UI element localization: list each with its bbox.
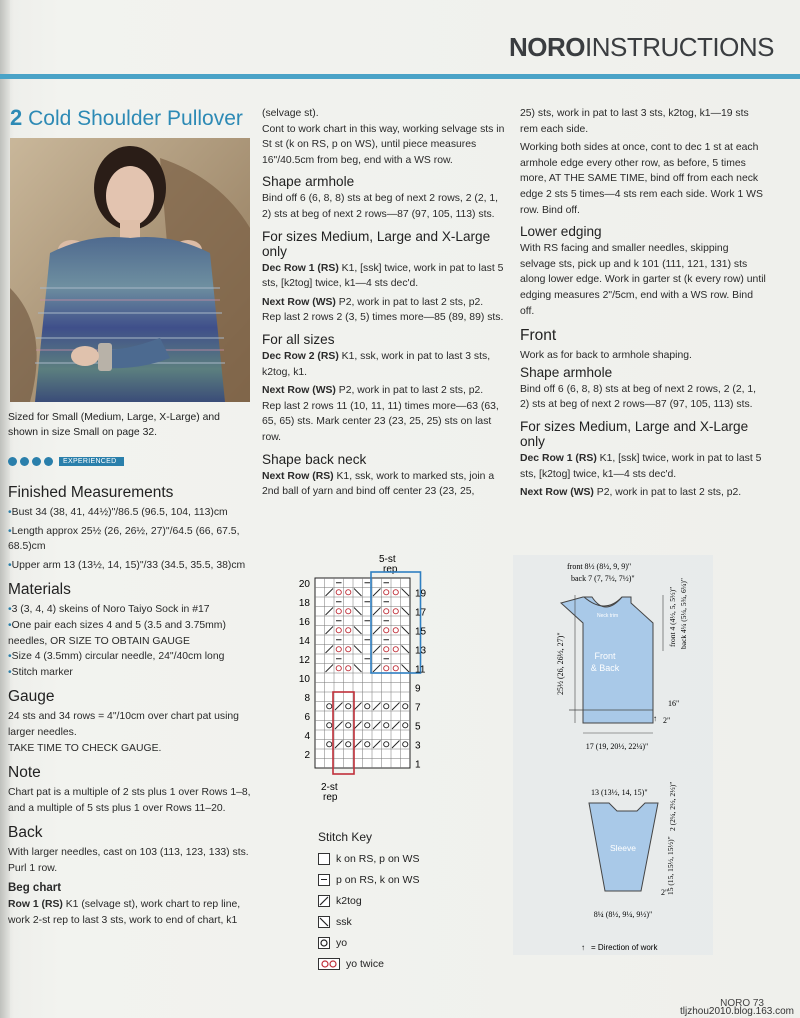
bullet-icon: • — [8, 559, 12, 571]
row-label: Dec Row 1 (RS) — [262, 262, 339, 274]
h16-label: 16" — [668, 699, 680, 708]
bullet-icon: • — [8, 604, 12, 616]
row-label-right: 1 — [415, 759, 421, 771]
sleeve-top-label: 13 (13½, 14, 15)" — [591, 788, 648, 797]
sleeve-length-label: 15 (15, 15½, 15½)" — [666, 836, 675, 895]
row-label-left: 12 — [298, 655, 310, 667]
back-heading: Back — [8, 824, 43, 842]
back-text: With larger needles, cast on 103 (113, 123, 133) sts. Purl 1 row. — [8, 847, 249, 874]
neck-row — [262, 469, 506, 500]
finished-item — [8, 505, 252, 521]
finished-text: Bust 34 (38, 41, 44½)"/86.5 (96.5, 104, 113)cm — [11, 507, 228, 518]
note-text: Chart pat is a multiple of 2 sts plus 1 over Rows 1–8, and a multiple of 5 sts plus 1 over Rows 11–20. — [8, 787, 251, 814]
key-label: k2tog — [336, 894, 362, 907]
h2-label: 2" — [663, 716, 671, 725]
pattern-title — [10, 105, 243, 131]
row-label-left: 6 — [304, 712, 310, 724]
key-row — [318, 869, 508, 890]
front-text: Work as for back to armhole shaping. — [520, 350, 692, 362]
selvage-text: (selvage st). — [262, 108, 319, 119]
sleeve-cap-label: 2 (2¼, 2½, 2½)" — [668, 781, 677, 831]
row-label-right: 7 — [415, 702, 421, 714]
back-top-label: back 7 (7, 7½, 7½)" — [571, 574, 635, 583]
level-dot — [20, 457, 29, 466]
row-label-right: 15 — [415, 626, 427, 638]
rep5-label-b: rep — [383, 564, 398, 575]
brand-rest: INSTRUCTIONS — [585, 32, 774, 62]
front-next-row — [520, 485, 766, 501]
row-label-right: 11 — [415, 664, 426, 676]
finished-text: Upper arm 13 (13½, 14, 15)"/33 (34.5, 35.5, 38)cm — [11, 559, 246, 571]
sleeve-label: Sleeve — [610, 843, 636, 853]
key-row — [318, 911, 508, 932]
key-row — [318, 848, 508, 869]
row-text: K1, ssk, work to marked sts, join a 2nd ball of yarn and bind off center 23 (23, 25, — [262, 470, 495, 498]
bullet-icon: • — [8, 651, 12, 663]
row-label: Dec Row 1 (RS) — [520, 452, 597, 464]
sizes-heading: For sizes Medium, Large and X-Large only — [262, 228, 491, 259]
row-label: Dec Row 2 (RS) — [262, 350, 339, 362]
rep5-label: 5-st — [379, 554, 396, 565]
bullet-icon: • — [8, 619, 12, 631]
row-label-left: 10 — [298, 674, 310, 686]
row-label-left: 8 — [304, 693, 310, 705]
row-label: Next Row (WS) — [262, 296, 336, 308]
rep2-label: 2-st — [321, 782, 338, 793]
rep-text: Rep last 2 rows 2 (3, 5) times more—85 (89, 89) sts. — [262, 312, 504, 324]
lower-edging-text: With RS facing and smaller needles, skipping selvage sts, pick up and k 101 (111, 121, 131) sts along lower edge. Work in garter st (k every row) until edging measures 2"/5cm, end with a WS row. Bind off. — [520, 243, 766, 317]
stitch-chart — [285, 550, 455, 812]
key-label: p on RS, k on WS — [336, 873, 420, 886]
row-label-right: 9 — [415, 683, 421, 695]
row-text: P2, work in pat to last 2 sts, p2. — [335, 296, 484, 308]
finished-item — [8, 558, 252, 574]
beg-chart-heading: Beg chart — [8, 881, 62, 894]
brand-header — [509, 32, 774, 63]
header-rule — [0, 74, 800, 79]
next-row2 — [262, 383, 506, 399]
chart-grid — [315, 572, 421, 774]
armhole-text: Bind off 6 (6, 8, 8) sts at beg of next 2 rows, 2 (2, 1, 2) sts at beg of next 2 rows—87 (97, 105, 113) sts. — [262, 193, 499, 220]
shape-back-neck-heading: Shape back neck — [262, 451, 367, 467]
row-label: Next Row (WS) — [520, 487, 594, 499]
row-label-left: 14 — [298, 636, 310, 648]
key-label: yo twice — [346, 957, 384, 970]
row-label: Next Row (WS) — [262, 385, 336, 397]
brand-bold: NORO — [509, 32, 585, 62]
direction-arrow-icon: ↑ — [581, 943, 585, 952]
front-heading: Front — [520, 327, 557, 345]
schematic-diagram — [513, 555, 713, 955]
k2tog-icon — [318, 895, 330, 907]
level-dot — [44, 457, 53, 466]
finished-item — [8, 524, 252, 555]
up-arrow-icon: ↑ — [653, 714, 657, 723]
row-labels-right — [415, 589, 427, 771]
key-label: k on RS, p on WS — [336, 852, 420, 865]
front-top-label: front 8½ (8½, 9, 9)" — [567, 562, 632, 571]
pattern-name: Cold Shoulder Pullover — [28, 107, 243, 130]
row-label-right: 17 — [415, 607, 427, 619]
key-label: ssk — [336, 915, 352, 928]
length-label: 25½ (26, 26½, 27)" — [556, 632, 565, 695]
finished-text: Length approx 25½ (26, 26½, 27)"/64.5 (66, 67.5, 68.5)cm — [8, 525, 240, 553]
back-row1 — [8, 897, 252, 928]
row-labels-left — [299, 579, 311, 761]
size-caption: Sized for Small (Medium, Large, X-Large) and shown in size Small on page 32. — [8, 412, 220, 438]
rep-text2: Rep last 2 rows 11 (10, 11, 11) times more—63 (63, 65, 65) sts. Mark center 23 (23, 25, 25) sts on last row. — [262, 400, 499, 443]
pattern-number: 2 — [10, 105, 23, 130]
front-label: Front — [594, 651, 616, 661]
direction-label: = Direction of work — [591, 943, 658, 952]
front-side-label: front 4 (4½, 5, 5½)" — [668, 586, 677, 647]
key-row — [318, 890, 508, 911]
row-label-right: 5 — [415, 721, 421, 733]
cont-text: Cont to work chart in this way, working selvage sts in St st (k on RS, p on WS), until piece measures 16"/40.5cm from beg, end with a WS row. — [262, 123, 505, 166]
page-footer: NORO 73 — [720, 998, 764, 1009]
materials-heading: Materials — [8, 581, 71, 599]
materials-text: Size 4 (3.5mm) circular needle, 24"/40cm long — [11, 651, 225, 663]
col3-cont: 25) sts, work in pat to last 3 sts, k2tog, k1—19 sts rem each side. — [520, 108, 749, 135]
rep2-label-b: rep — [323, 792, 338, 803]
row-text: K1, ssk, work in pat to last 3 sts, k2tog, k1. — [262, 350, 491, 378]
gauge-text: 24 sts and 34 rows = 4"/10cm over chart pat using larger needles. — [8, 711, 239, 738]
level-dot — [32, 457, 41, 466]
watermark: tljzhou2010.blog.163.com — [680, 1006, 794, 1017]
all-sizes-heading: For all sizes — [262, 331, 335, 347]
gauge-check: TAKE TIME TO CHECK GAUGE. — [8, 742, 162, 754]
column-2 — [262, 106, 506, 503]
ssk-icon — [318, 916, 330, 928]
back-side-label: back 4¼ (5¼, 5¾, 6¼)" — [679, 578, 688, 649]
front-armhole-text: Bind off 6 (6, 8, 8) sts at beg of next 2 rows, 2 (2, 1, 2) sts at beg of next 2 rows—87 (97, 105, 113) sts. — [520, 383, 757, 411]
col3-both-sides: Working both sides at once, cont to dec 1 st at each armhole edge every other row, as before, 5 times more, AT THE SAME TIME, bind off from each neck edge 2 sts 5 times—4 sts rem each side. Work 1 WS row. Bind off. — [520, 142, 763, 216]
stitch-key-heading: Stitch Key — [318, 830, 373, 844]
front-armhole-heading: Shape armhole — [520, 364, 613, 380]
yo-twice-icon — [318, 958, 340, 970]
knit-box-icon — [318, 853, 330, 865]
materials-item — [8, 618, 252, 649]
shape-armhole-heading: Shape armhole — [262, 174, 355, 190]
bullet-icon: • — [8, 525, 12, 537]
bullet-icon: • — [8, 507, 12, 518]
row-text: K1 (selvage st), work chart to rep line, work 2-st rep to last 3 sts, work to end of chart, k1 — [8, 899, 241, 926]
front-dec-row1 — [520, 451, 766, 482]
neck-trim-label: Neck trim — [597, 613, 619, 619]
key-row — [318, 932, 508, 953]
row-text: K1, [ssk] twice, work in pat to last 5 sts, [k2tog] twice, k1—4 sts dec'd. — [262, 262, 504, 290]
row-text: K1, [ssk] twice, work in pat to last 5 sts, [k2tog] twice, k1—4 sts dec'd. — [520, 452, 762, 480]
key-label: yo — [336, 936, 348, 949]
column-1 — [8, 476, 252, 931]
column-3 — [520, 106, 766, 504]
materials-text: One pair each sizes 4 and 5 (3.5 and 3.75mm) needles, OR SIZE TO OBTAIN GAUGE — [8, 619, 226, 647]
gauge-heading: Gauge — [8, 688, 55, 706]
level-label: EXPERIENCED — [59, 457, 124, 466]
row-text: P2, work in pat to last 2 sts, p2. — [335, 385, 484, 397]
sleeve-h2-label: 2" — [661, 888, 669, 897]
bottom-label: 17 (19, 20½, 22¼)" — [585, 742, 649, 751]
row-label-left: 16 — [298, 617, 310, 629]
materials-text: Stitch marker — [11, 666, 73, 678]
level-dot — [8, 457, 17, 466]
row-label-left: 2 — [304, 750, 310, 762]
purl-dash-icon — [318, 874, 330, 886]
back-label: & Back — [590, 663, 620, 673]
materials-item — [8, 665, 252, 681]
row-label-right: 19 — [415, 588, 427, 600]
row-label-right: 3 — [415, 740, 421, 752]
row-label-left: 20 — [298, 579, 310, 591]
yo-icon — [318, 937, 330, 949]
row-label-left: 18 — [298, 598, 310, 610]
front-sizes-heading: For sizes Medium, Large and X-Large only — [520, 418, 749, 449]
row-label: Row 1 (RS) — [8, 899, 63, 911]
key-row — [318, 953, 508, 974]
row-label-left: 4 — [304, 731, 310, 743]
dec-row2 — [262, 349, 506, 380]
stitch-key — [318, 830, 508, 974]
model-photo — [10, 138, 250, 402]
dec-row1 — [262, 261, 506, 292]
skill-level — [8, 457, 124, 466]
model-photo-illustration — [10, 138, 250, 402]
sleeve-bottom-label: 8¼ (8½, 9¼, 9½)" — [593, 910, 653, 919]
row-label-right: 13 — [415, 645, 427, 657]
bullet-icon: • — [8, 666, 12, 678]
next-row — [262, 295, 506, 311]
row-label: Next Row (RS) — [262, 470, 334, 482]
finished-heading: Finished Measurements — [8, 484, 174, 501]
lower-edging-heading: Lower edging — [520, 224, 602, 240]
materials-item — [8, 602, 252, 618]
row-text: P2, work in pat to last 2 sts, p2. — [593, 487, 742, 499]
materials-item — [8, 649, 252, 665]
materials-text: 3 (3, 4, 4) skeins of Noro Taiyo Sock in #17 — [11, 604, 210, 616]
note-heading: Note — [8, 764, 41, 782]
